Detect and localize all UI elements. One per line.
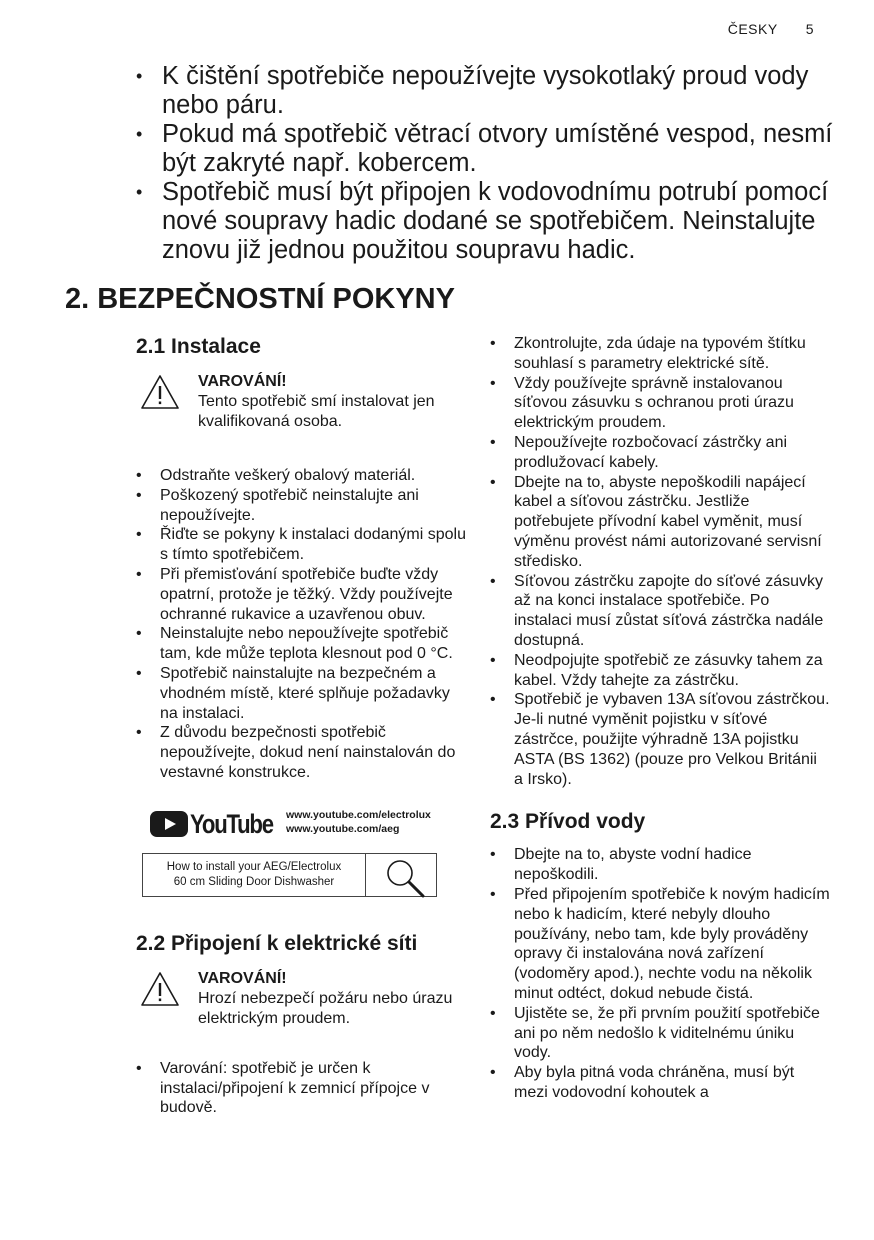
magnifier-icon[interactable] (383, 857, 433, 901)
left-column (136, 334, 466, 1118)
list-item: • Spotřebič je vybaven 13A síťovou zástrčkou. Je-li nutné vyměnit pojistku v síťové zástrčce, použijte výhradně 13A pojistku ASTA (BS 1362) (pouze pro Velkou Británii a Irsko). (490, 690, 830, 789)
electrical-bullet-list-continued (490, 334, 830, 789)
page-number: 5 (805, 21, 814, 37)
warning-triangle-icon (140, 374, 180, 410)
list-item: • Varování: spotřebič je určen k instalaci/připojení k zemnicí přípojce v budově. (136, 1059, 466, 1118)
youtube-link-electrolux[interactable]: www.youtube.com/electrolux (286, 808, 431, 821)
youtube-block (136, 801, 466, 841)
language-label: ČESKY (727, 21, 778, 37)
list-item: • Neinstalujte nebo nepoužívejte spotřebič tam, kde může teplota klesnout pod 0 °C. (136, 624, 466, 664)
video-search-text (143, 860, 365, 890)
list-item: • Spotřebič musí být připojen k vodovodnímu potrubí pomocí nové soupravy hadic dodané se spotřebičem. Neinstalujte znovu již jednou použitou soupravu hadic. (136, 178, 836, 265)
water-bullet-list (490, 845, 830, 1102)
list-item: • Odstraňte veškerý obalový materiál. (136, 466, 466, 486)
youtube-links (286, 808, 431, 836)
installation-warning (136, 372, 466, 452)
list-item: • Z důvodu bezpečnosti spotřebič nepoužívejte, dokud není nainstalován do vestavné konstrukce. (136, 723, 466, 782)
youtube-wordmark: YouTube (190, 808, 273, 839)
list-item: • Pokud má spotřebič větrací otvory umístěné vespod, nesmí být zakryté např. kobercem. (136, 120, 836, 178)
warning-title: VAROVÁNÍ! (198, 373, 287, 390)
video-search-line: How to install your AEG/Electrolux (166, 860, 342, 873)
list-item: • Vždy používejte správně instalovanou síťovou zásuvku s ochranou proti úrazu elektrickým proudem. (490, 374, 830, 433)
divider (365, 854, 366, 896)
installation-heading: 2.1 Instalace (136, 335, 261, 358)
list-item: • Neodpojujte spotřebič ze zásuvky tahem za kabel. Vždy tahejte za zástrčku. (490, 651, 830, 691)
page-header (728, 21, 814, 37)
right-column (490, 334, 830, 1103)
warning-title: VAROVÁNÍ! (198, 969, 287, 987)
list-item: • Při přemisťování spotřebiče buďte vždy opatrní, protože je těžký. Vždy používejte ochranné rukavice a uzavřenou obuv. (136, 565, 466, 624)
electrical-bullet-list (136, 1059, 466, 1118)
youtube-logo (150, 809, 291, 840)
electrical-heading: 2.2 Připojení k elektrické síti (136, 931, 418, 955)
list-item: • K čištění spotřebiče nepoužívejte vysokotlaký proud vody nebo páru. (136, 62, 836, 120)
list-item: • Aby byla pitná voda chráněna, musí být mezi vodovodní kohoutek a (490, 1063, 830, 1103)
water-heading: 2.3 Přívod vody (490, 810, 646, 834)
list-item: • Řiďte se pokyny k instalaci dodanými spolu s tímto spotřebičem. (136, 525, 466, 565)
list-item: • Ujistěte se, že při prvním použití spotřebiče ani po něm nedošlo k viditelnému úniku vody. (490, 1004, 830, 1063)
list-item: • Dbejte na to, abyste nepoškodili napájecí kabel a síťovou zástrčku. Jestliže potřebujete přívodní kabel vyměnit, musí výměnu provést námi autorizované servisní středisko. (490, 473, 830, 572)
list-item: • Před připojením spotřebiče k novým hadicím nebo k hadicím, které nebyly dlouho používány, nebo tam, kde byly prováděny opravy či instalována nová zařízení (vodoměry apod.), nechte vodu na několik minut odtéct, dokud nebude čistá. (490, 885, 830, 1004)
warning-text: Tento spotřebič smí instalovat jen kvalifikovaná osoba. (198, 393, 435, 430)
warning-triangle-icon (140, 971, 180, 1007)
list-item: • Dbejte na to, abyste vodní hadice nepoškodili. (490, 845, 830, 885)
section-title: 2. BEZPEČNOSTNÍ POKYNY (65, 283, 455, 315)
electrical-warning (136, 969, 466, 1049)
video-search-box[interactable] (142, 853, 437, 897)
youtube-link-aeg[interactable]: www.youtube.com/aeg (286, 822, 400, 835)
video-search-line: 60 cm Sliding Door Dishwasher (173, 875, 335, 888)
youtube-play-icon (150, 811, 188, 837)
warning-text: Hrozí nebezpečí požáru nebo úrazu elektrickým proudem. (198, 989, 453, 1027)
list-item: • Poškozený spotřebič neinstalujte ani nepoužívejte. (136, 486, 466, 526)
list-item: • Nepoužívejte rozbočovací zástrčky ani prodlužovací kabely. (490, 433, 830, 473)
intro-bullet-list (136, 62, 836, 265)
list-item: • Spotřebič nainstalujte na bezpečném a vhodném místě, které splňuje požadavky na instalaci. (136, 664, 466, 723)
list-item: • Síťovou zástrčku zapojte do síťové zásuvky až na konci instalace spotřebiče. Po instalaci musí zůstat síťová zástrčka nadále dostupná. (490, 572, 830, 651)
list-item: • Zkontrolujte, zda údaje na typovém štítku souhlasí s parametry elektrické sítě. (490, 334, 830, 374)
installation-bullet-list (136, 466, 466, 783)
